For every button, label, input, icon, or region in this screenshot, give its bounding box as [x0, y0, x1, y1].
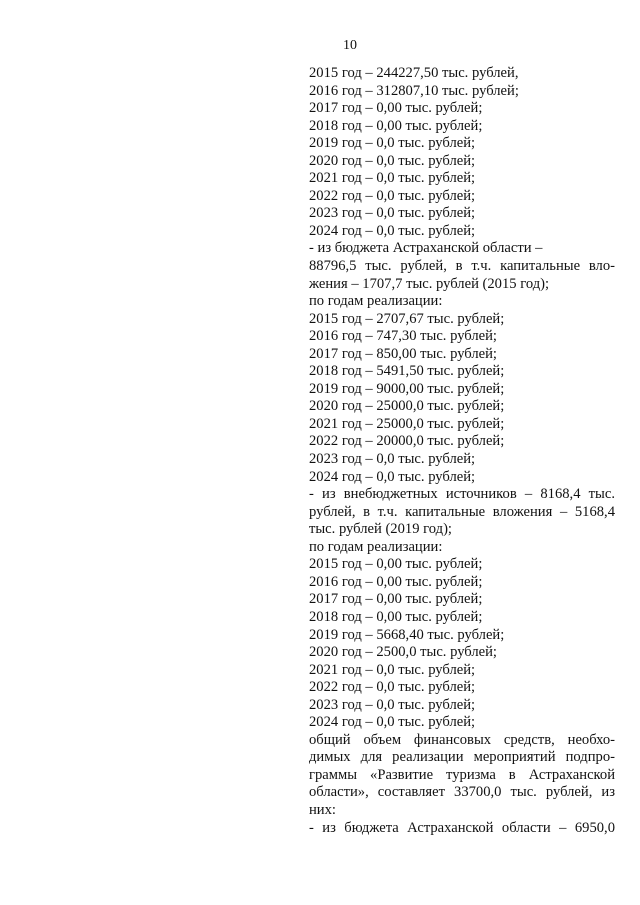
text-line: - из бюджета Астраханской области – — [309, 240, 543, 257]
text-line: 2022 год – 0,0 тыс. рублей; — [309, 187, 476, 204]
text-line: 2021 год – 25000,0 тыс. рублей; — [309, 415, 505, 432]
text-line: 2019 год – 9000,00 тыс. рублей; — [309, 380, 505, 397]
text-line: 2019 год – 5668,40 тыс. рублей; — [309, 626, 505, 643]
text-line: рублей, в т.ч. капитальные вложения – 5168,4 — [309, 503, 615, 520]
text-line: них: — [309, 801, 336, 818]
text-line: по годам реализации: — [309, 538, 443, 555]
text-line: 2015 год – 0,00 тыс. рублей; — [309, 556, 483, 573]
text-line: тыс. рублей (2019 год); — [309, 521, 452, 538]
page-number: 10 — [343, 38, 357, 53]
text-line: 2022 год – 0,0 тыс. рублей; — [309, 679, 476, 696]
text-line: жения – 1707,7 тыс. рублей (2015 год); — [309, 275, 550, 292]
text-line: - из бюджета Астраханской области – 6950,0 — [309, 819, 615, 836]
text-line: 2017 год – 0,00 тыс. рублей; — [309, 591, 483, 608]
text-line: 2015 год – 244227,50 тыс. рублей, — [309, 65, 519, 81]
text-line: 2021 год – 0,0 тыс. рублей; — [309, 170, 476, 187]
text-line: 2018 год – 0,00 тыс. рублей; — [309, 608, 483, 625]
text-line: димых для реализации мероприятий подпро- — [309, 749, 615, 766]
text-line: 2024 год – 0,0 тыс. рублей; — [309, 468, 476, 485]
text-line: 2020 год – 25000,0 тыс. рублей; — [309, 398, 505, 415]
text-line: 2023 год – 0,0 тыс. рублей; — [309, 451, 476, 468]
text-line: 2023 год – 0,0 тыс. рублей; — [309, 205, 476, 222]
text-line: 2024 год – 0,0 тыс. рублей; — [309, 222, 476, 239]
text-line: 2023 год – 0,0 тыс. рублей; — [309, 696, 476, 713]
text-line: 2017 год – 0,00 тыс. рублей; — [309, 100, 483, 117]
text-line: общий объем финансовых средств, необхо- — [309, 731, 615, 748]
text-line: 2018 год – 0,00 тыс. рублей; — [309, 117, 483, 134]
text-line: 2020 год – 2500,0 тыс. рублей; — [309, 644, 497, 661]
text-line: 2019 год – 0,0 тыс. рублей; — [309, 135, 476, 152]
text-line: 2017 год – 850,00 тыс. рублей; — [309, 345, 497, 362]
text-line: - из внебюджетных источников – 8168,4 тыс. — [309, 486, 615, 503]
text-line: 2024 год – 0,0 тыс. рублей; — [309, 714, 476, 731]
text-line: 2016 год – 312807,10 тыс. рублей; — [309, 82, 519, 99]
text-line: по годам реализации: — [309, 293, 443, 310]
document-body — [309, 65, 615, 837]
text-line: 2020 год – 0,0 тыс. рублей; — [309, 152, 476, 169]
text-line: 2016 год – 0,00 тыс. рублей; — [309, 573, 483, 590]
text-line: 2021 год – 0,0 тыс. рублей; — [309, 661, 476, 678]
text-line: 88796,5 тыс. рублей, в т.ч. капитальные вло- — [309, 258, 615, 275]
text-line: области», составляет 33700,0 тыс. рублей, из — [309, 784, 615, 801]
text-line: 2016 год – 747,30 тыс. рублей; — [309, 328, 497, 345]
text-line: 2022 год – 20000,0 тыс. рублей; — [309, 433, 505, 450]
text-line: граммы «Развитие туризма в Астраханской — [309, 766, 615, 783]
text-line: 2015 год – 2707,67 тыс. рублей; — [309, 310, 505, 327]
text-line: 2018 год – 5491,50 тыс. рублей; — [309, 363, 505, 380]
